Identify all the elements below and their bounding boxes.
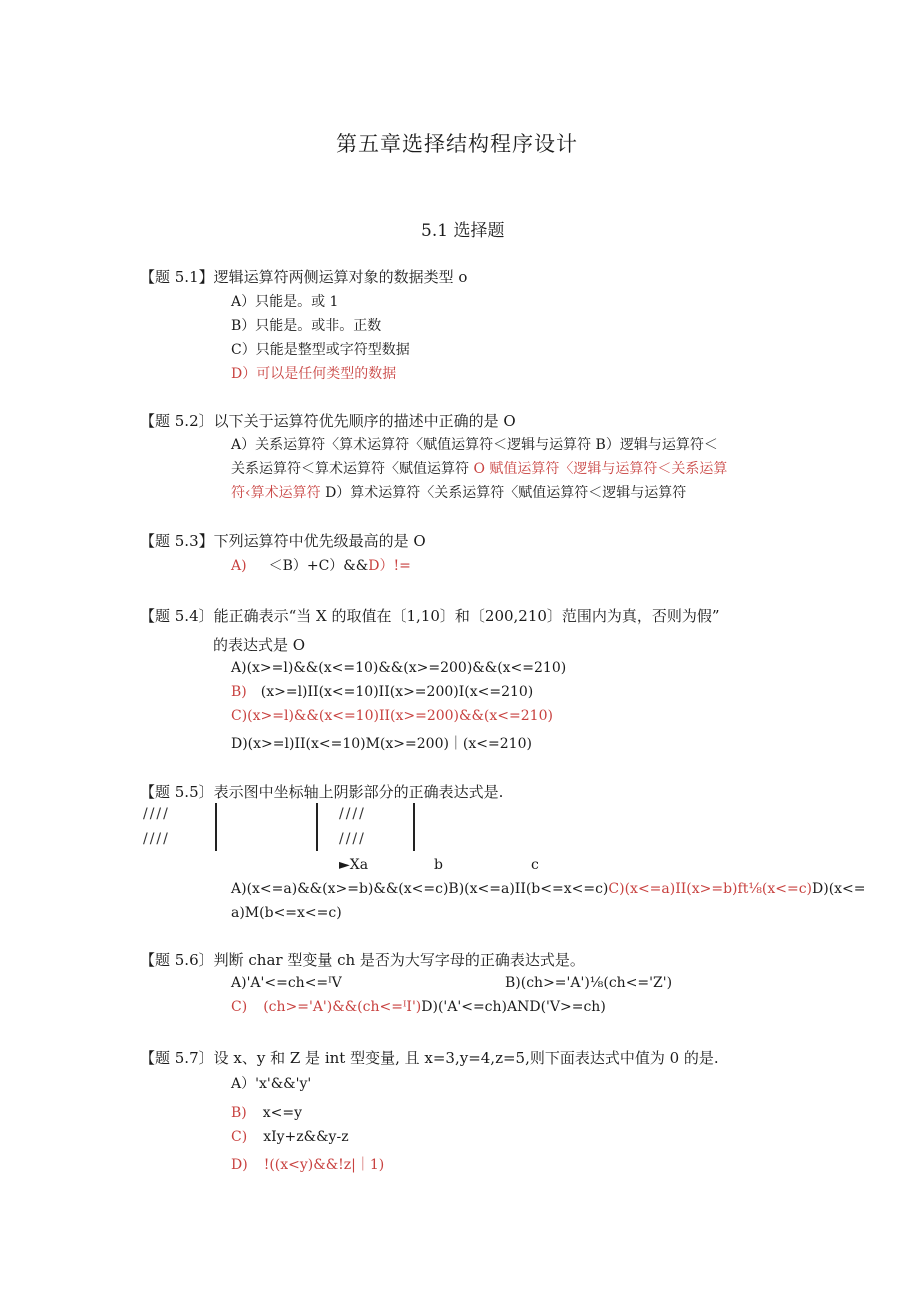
option-a: A）只能是。或 1 [231,294,339,310]
option-a: A)'A'<=ch<=ᴵV [231,975,342,991]
option-a-label: A) [231,558,247,574]
option-d-answer: D）可以是任何类型的数据 [231,366,397,382]
question-stem-cont: 的表达式是 O [213,636,306,654]
option-d-answer: !((x<y)&&!z|｜1) [263,1157,385,1173]
boundary-a-line [215,803,217,851]
option-b [231,1105,302,1121]
option-b: B)(ch>='A')⅛(ch<='Z') [505,975,673,991]
question-stem: 【题 5.5〕表示图中坐标轴上阴影部分的正确表达式是. [140,783,504,801]
options-line-1 [231,881,866,897]
option-c: C）只能是整型或字符型数据 [231,342,410,358]
option-c-answer: C)(x<=a)II(x>=b)ft⅛(x<=c) [608,881,813,897]
options-a-b: A)(x<=a)&&(x>=b)&&(x<=c)B)(x<=a)II(b<=x<=c) [231,881,609,897]
question-stem: 【题 5.3】下列运算符中优先级最高的是 O [140,532,426,550]
option-text: 关系运算符＜算术运算符〈赋值运算符 [231,461,474,477]
option-c-answer-cont: 符‹算术运算符 [231,485,326,501]
option-c [231,1129,349,1145]
option-c-answer: O 赋值运算符〈逻辑与运算符＜关系运算 [473,461,728,477]
option-d-answer: D）!= [368,558,411,574]
options-line-1: A）关系运算符〈算术运算符〈赋值运算符＜逻辑与运算符 B）逻辑与运算符＜ [231,437,718,453]
question-stem: 【题 5.2〕以下关于运算符优先顺序的描述中正确的是 O [140,412,516,430]
axis-label-b: b [434,857,443,873]
axis-label-c: c [531,857,539,873]
option-b-text: x<=y [262,1105,303,1121]
question-stem: 【题 5.6〕判断 char 型变量 ch 是否为大写字母的正确表达式是。 [140,951,585,969]
option-d [231,1154,384,1174]
boundary-c-line [413,803,415,851]
options-line-3 [231,482,686,502]
option-b-label: B) [231,684,247,700]
boundary-b-line [316,803,318,851]
option-d: D)('A'<=ch)AND('V>=ch) [421,999,606,1015]
option-b [231,684,533,700]
page-title: 第五章选择结构程序设计 [336,132,578,156]
option-a: A）'x'&&'y' [231,1076,312,1092]
option-c-answer: C)(x>=l)&&(x<=10)II(x>=200)&&(x<=210) [231,708,553,724]
options-line-2 [231,458,727,478]
option-d: D)(x<= [812,881,866,897]
option-c-text: xIy+z&&y-z [263,1129,349,1145]
options-c-d [231,999,606,1015]
section-title: 5.1 选择题 [421,221,505,241]
option-b: B）只能是。或非。正数 [231,318,382,334]
hatch-mid-row-2: //// [339,831,366,847]
option-d: D)(x>=l)II(x<=10)M(x>=200)｜(x<=210) [231,736,532,752]
question-stem: 【题 5.7〕设 x、y 和 Z 是 int 型变量, 且 x=3,y=4,z=5,则下面表达式中值为 0 的是. [140,1049,719,1067]
axis-arrow-label-a: ►Xa [339,857,369,873]
option-b-text: (x>=l)II(x<=10)II(x>=200)I(x<=210) [260,684,534,700]
hatch-mid-row-1: //// [339,806,366,822]
option-a: A)(x>=l)&&(x<=10)&&(x>=200)&&(x<=210) [231,660,567,676]
hatch-left-row-2: //// [143,831,170,847]
option-c-answer: (ch>='A')&&(ch<=ᴵI') [263,999,422,1015]
option-c-label: C) [231,999,248,1015]
option-c-label: C) [231,1129,248,1145]
option-d-label: D) [231,1157,248,1173]
hatch-left-row-1: //// [143,806,170,822]
options-line [231,555,411,575]
options-line-2: a)M(b<=x<=c) [231,905,342,921]
question-stem: 【题 5.4〕能正确表示“当 X 的取值在〔1,10〕和〔200,210〕范围内为真，否则为假” [140,607,720,625]
options-b-c: ＜B）+C）&& [268,558,369,574]
question-stem: 【题 5.1】逻辑运算符两侧运算对象的数据类型 o [140,268,468,286]
option-d: D）算术运算符〈关系运算符〈赋值运算符＜逻辑与运算符 [325,485,687,501]
option-b-label: B) [231,1105,247,1121]
